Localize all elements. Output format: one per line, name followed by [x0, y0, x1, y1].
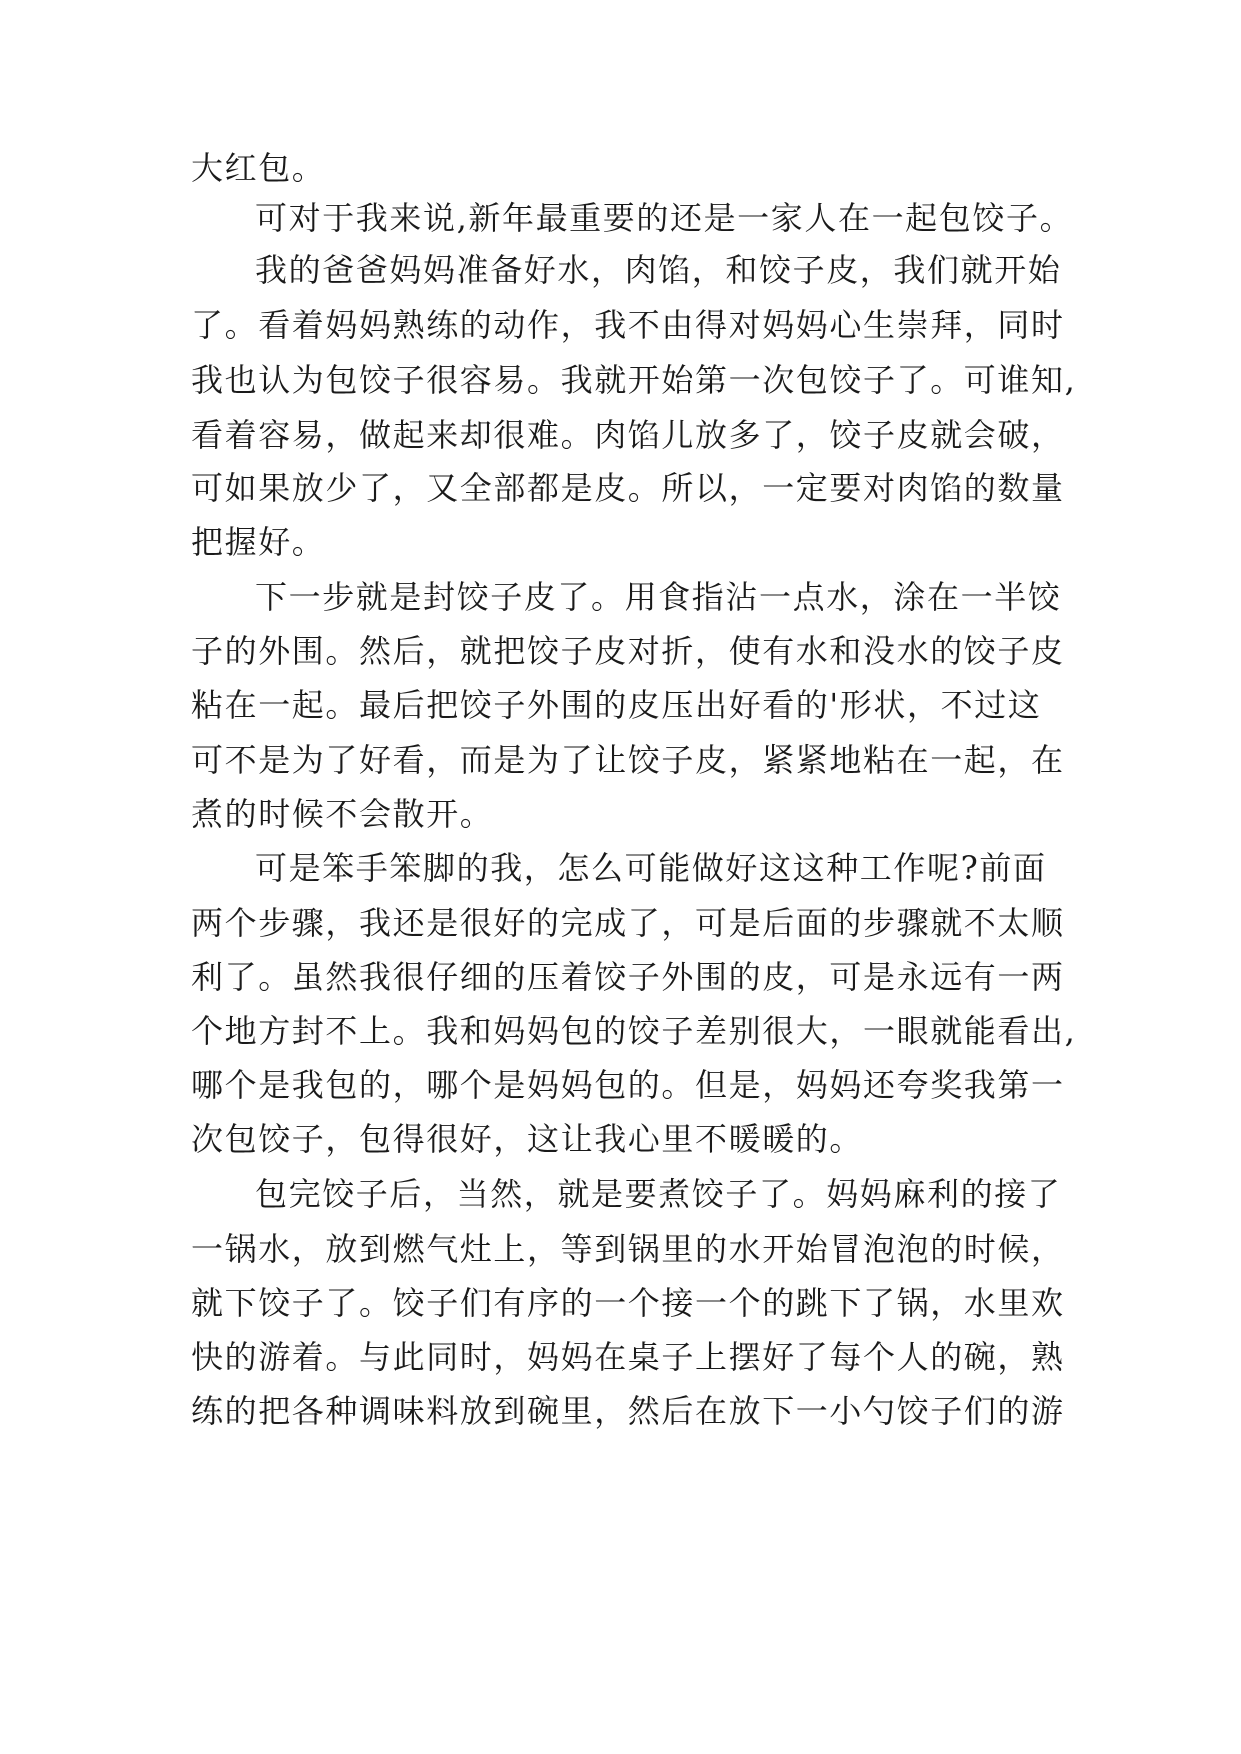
- text-line: 看着容易，做起来却很难。肉馅儿放多了，饺子皮就会破，: [191, 416, 1065, 454]
- text-line: 利了。虽然我很仔细的压着饺子外围的皮，可是永远有一两: [191, 958, 1065, 996]
- text-line: 可对于我来说,新年最重要的还是一家人在一起包饺子。: [255, 199, 1074, 237]
- text-line: 把握好。: [191, 523, 326, 561]
- text-line: 下一步就是封饺子皮了。用食指沾一点水，涂在一半饺: [255, 578, 1062, 616]
- text-line: 了。看着妈妈熟练的动作，我不由得对妈妈心生崇拜，同时: [191, 306, 1065, 344]
- text-line: 个地方封不上。我和妈妈包的饺子差别很大，一眼就能看出,: [191, 1012, 1077, 1050]
- text-line: 大红包。: [191, 149, 326, 187]
- text-line: 练的把各种调味料放到碗里，然后在放下一小勺饺子们的游: [191, 1392, 1065, 1430]
- text-line: 粘在一起。最后把饺子外围的皮压出好看的'形状，不过这: [191, 686, 1042, 724]
- text-line: 一锅水，放到燃气灶上，等到锅里的水开始冒泡泡的时候，: [191, 1230, 1065, 1268]
- text-line: 我的爸爸妈妈准备好水，肉馅，和饺子皮，我们就开始: [255, 251, 1062, 289]
- text-line: 子的外围。然后，就把饺子皮对折，使有水和没水的饺子皮: [191, 632, 1065, 670]
- text-line: 快的游着。与此同时，妈妈在桌子上摆好了每个人的碗，熟: [191, 1338, 1065, 1376]
- text-line: 包完饺子后，当然，就是要煮饺子了。妈妈麻利的接了: [255, 1175, 1062, 1213]
- text-line: 煮的时候不会散开。: [191, 795, 494, 833]
- text-line: 两个步骤，我还是很好的完成了，可是后面的步骤就不太顺: [191, 904, 1065, 942]
- text-line: 可不是为了好看，而是为了让饺子皮，紧紧地粘在一起，在: [191, 741, 1065, 779]
- text-line: 我也认为包饺子很容易。我就开始第一次包饺子了。可谁知,: [191, 361, 1077, 399]
- text-line: 可是笨手笨脚的我，怎么可能做好这这种工作呢?前面: [255, 849, 1047, 887]
- text-line: 哪个是我包的，哪个是妈妈包的。但是，妈妈还夸奖我第一: [191, 1066, 1065, 1104]
- text-line: 次包饺子，包得很好，这让我心里不暖暖的。: [191, 1120, 864, 1158]
- text-line: 就下饺子了。饺子们有序的一个接一个的跳下了锅，水里欢: [191, 1284, 1065, 1322]
- text-line: 可如果放少了，又全部都是皮。所以，一定要对肉馅的数量: [191, 469, 1065, 507]
